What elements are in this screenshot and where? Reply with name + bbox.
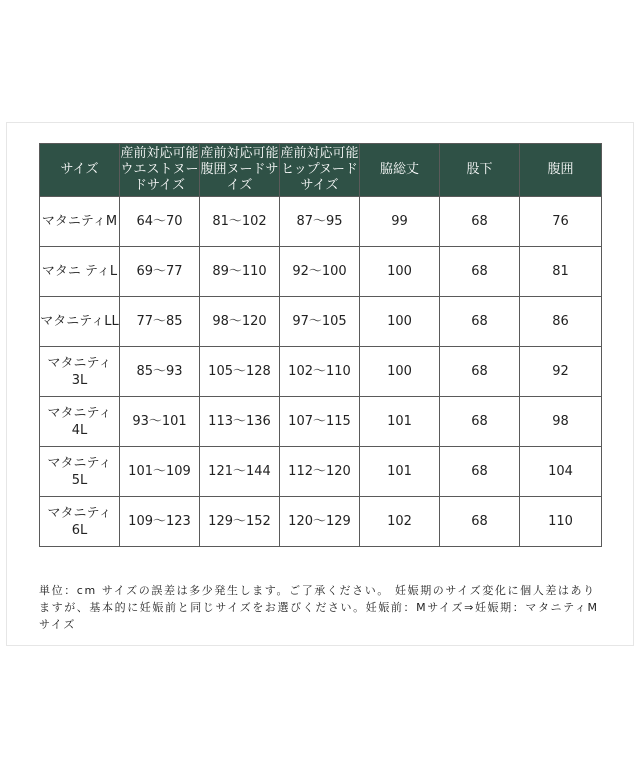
size-name: マタニティM [40, 197, 120, 247]
table-cell: 100 [360, 247, 440, 297]
table-cell: 101 [360, 397, 440, 447]
table-cell: 104 [520, 447, 602, 497]
table-cell: 98〜120 [200, 297, 280, 347]
table-cell: 68 [440, 497, 520, 547]
header-belly: 産前対応可能腹囲ヌードサイズ [200, 144, 280, 197]
table-cell: 68 [440, 447, 520, 497]
table-cell: 100 [360, 347, 440, 397]
table-cell: 109〜123 [120, 497, 200, 547]
table-cell: 102〜110 [280, 347, 360, 397]
table-row [40, 397, 602, 447]
table-cell: 110 [520, 497, 602, 547]
table-cell: 68 [440, 347, 520, 397]
table-cell: 77〜85 [120, 297, 200, 347]
size-name: マタニティ4L [40, 397, 120, 447]
table-cell: 101〜109 [120, 447, 200, 497]
table-cell: 99 [360, 197, 440, 247]
header-waist: 産前対応可能ウエストヌードサイズ [120, 144, 200, 197]
table-row [40, 197, 602, 247]
table-cell: 81 [520, 247, 602, 297]
table-cell: 69〜77 [120, 247, 200, 297]
table-row [40, 297, 602, 347]
table-cell: 112〜120 [280, 447, 360, 497]
table-cell: 102 [360, 497, 440, 547]
table-row [40, 247, 602, 297]
table-row [40, 447, 602, 497]
size-name: マタニティ5L [40, 447, 120, 497]
table-cell: 98 [520, 397, 602, 447]
table-cell: 68 [440, 397, 520, 447]
size-name: マタニティLL [40, 297, 120, 347]
size-note: 単位：cm サイズの誤差は多少発生します。ご了承ください。 妊娠期のサイズ変化に個人差はありますが、基本的に妊娠前と同じサイズをお選びください。妊娠前：Mサイズ⇒妊娠期：マタニティMサイズ [39, 584, 599, 631]
table-cell: 68 [440, 197, 520, 247]
size-name: マタニ ティL [40, 247, 120, 297]
table-cell: 89〜110 [200, 247, 280, 297]
header-belly-circumference: 腹囲 [520, 144, 602, 197]
size-name: マタニティ6L [40, 497, 120, 547]
size-table [39, 143, 602, 547]
header-size: サイズ [40, 144, 120, 197]
table-cell: 92〜100 [280, 247, 360, 297]
table-cell: 68 [440, 297, 520, 347]
header-row [40, 144, 602, 197]
table-cell: 76 [520, 197, 602, 247]
table-cell: 92 [520, 347, 602, 397]
table-cell: 68 [440, 247, 520, 297]
table-cell: 81〜102 [200, 197, 280, 247]
size-name: マタニティ3L [40, 347, 120, 397]
table-cell: 129〜152 [200, 497, 280, 547]
header-inseam: 股下 [440, 144, 520, 197]
table-cell: 97〜105 [280, 297, 360, 347]
table-cell: 101 [360, 447, 440, 497]
table-cell: 86 [520, 297, 602, 347]
table-cell: 113〜136 [200, 397, 280, 447]
table-cell: 64〜70 [120, 197, 200, 247]
table-cell: 105〜128 [200, 347, 280, 397]
table-cell: 87〜95 [280, 197, 360, 247]
table-cell: 120〜129 [280, 497, 360, 547]
table-cell: 107〜115 [280, 397, 360, 447]
header-side-length: 脇総丈 [360, 144, 440, 197]
table-cell: 100 [360, 297, 440, 347]
table-cell: 93〜101 [120, 397, 200, 447]
header-hip: 産前対応可能ヒップヌードサイズ [280, 144, 360, 197]
table-cell: 121〜144 [200, 447, 280, 497]
table-cell: 85〜93 [120, 347, 200, 397]
table-row [40, 347, 602, 397]
table-row [40, 497, 602, 547]
